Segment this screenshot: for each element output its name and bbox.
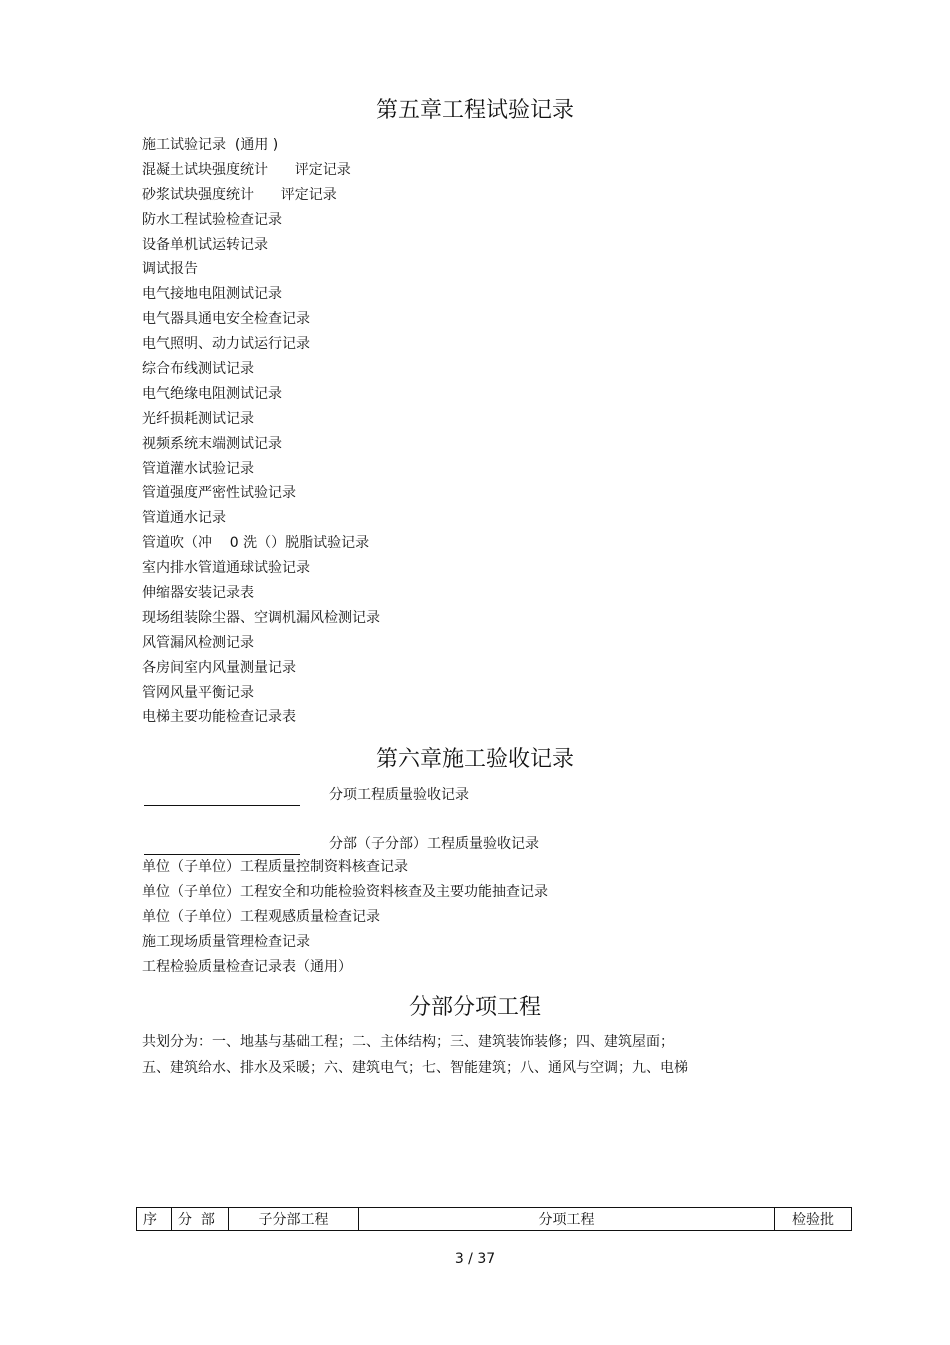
list-item: 电气接地电阻测试记录 <box>142 286 282 303</box>
list-item: 电气绝缘电阻测试记录 <box>142 385 282 402</box>
list-item: 管道通水记录 <box>142 510 226 527</box>
table-header-cell: 检验批 <box>775 1208 852 1231</box>
list-item: 电气照明、动力试运行记录 <box>142 336 310 353</box>
list-item: 施工试验记录 (通用 ) <box>142 137 279 153</box>
section-paragraph-2: 五、建筑给水、排水及采暖；六、建筑电气；七、智能建筑；八、通风与空调；九、电梯 <box>142 1060 688 1076</box>
chapter6-list <box>142 855 548 979</box>
table-header-cell: 子分部工程 <box>229 1208 359 1231</box>
section-paragraph-1: 共划分为：一、地基与基础工程；二、主体结构；三、建筑装饰装修；四、建筑屋面； <box>142 1034 674 1050</box>
list-item: 防水工程试验检查记录 <box>142 211 282 228</box>
list-item: 砂浆试块强度统计 评定记录 <box>142 186 337 203</box>
chapter6-sub1: 分项工程质量验收记录 <box>329 787 469 803</box>
list-item: 光纤损耗测试记录 <box>142 410 254 427</box>
table-header-cell: 序 <box>137 1208 172 1231</box>
list-item: 管道灌水试验记录 <box>142 460 254 477</box>
chapter6-sub2: 分部（子分部）工程质量验收记录 <box>329 836 539 852</box>
list-item: 视频系统末端测试记录 <box>142 435 282 452</box>
table-header-cell: 分项工程 <box>359 1208 775 1231</box>
list-item: 电气器具通电安全检查记录 <box>142 311 310 328</box>
list-item: 电梯主要功能检查记录表 <box>142 709 296 726</box>
list-item: 伸缩器安装记录表 <box>142 585 254 602</box>
division-table <box>136 1207 852 1231</box>
list-item: 管道强度严密性试验记录 <box>142 485 296 502</box>
list-item: 工程检验质量检查记录表（通用） <box>142 958 352 975</box>
chapter5-title: 第五章工程试验记录 <box>375 98 574 123</box>
list-item: 综合布线测试记录 <box>142 361 254 378</box>
table-header-row <box>137 1208 852 1231</box>
underline-blank <box>144 805 300 806</box>
list-item: 调试报告 <box>142 261 198 278</box>
page-number: 3 / 37 <box>454 1251 496 1267</box>
list-item: 设备单机试运转记录 <box>142 236 268 253</box>
list-item: 各房间室内风量测量记录 <box>142 659 296 676</box>
list-item: 施工现场质量管理检查记录 <box>142 933 310 950</box>
chapter5-list <box>142 133 380 730</box>
list-item: 管网风量平衡记录 <box>142 684 254 701</box>
section-title: 分部分项工程 <box>408 995 541 1020</box>
list-item: 单位（子单位）工程质量控制资料核查记录 <box>142 859 408 875</box>
list-item: 风管漏风检测记录 <box>142 634 254 651</box>
list-item: 室内排水管道通球试验记录 <box>142 560 310 577</box>
list-item: 混凝土试块强度统计 评定记录 <box>142 161 351 178</box>
table-header-cell: 分 部 <box>172 1208 229 1231</box>
list-item: 单位（子单位）工程安全和功能检验资料核查及主要功能抽查记录 <box>142 883 548 900</box>
chapter6-title: 第六章施工验收记录 <box>375 747 574 772</box>
list-item: 现场组装除尘器、空调机漏风检测记录 <box>142 609 380 626</box>
list-item: 单位（子单位）工程观感质量检查记录 <box>142 908 380 925</box>
list-item: 管道吹（冲 0 洗（）脱脂试验记录 <box>142 535 370 552</box>
